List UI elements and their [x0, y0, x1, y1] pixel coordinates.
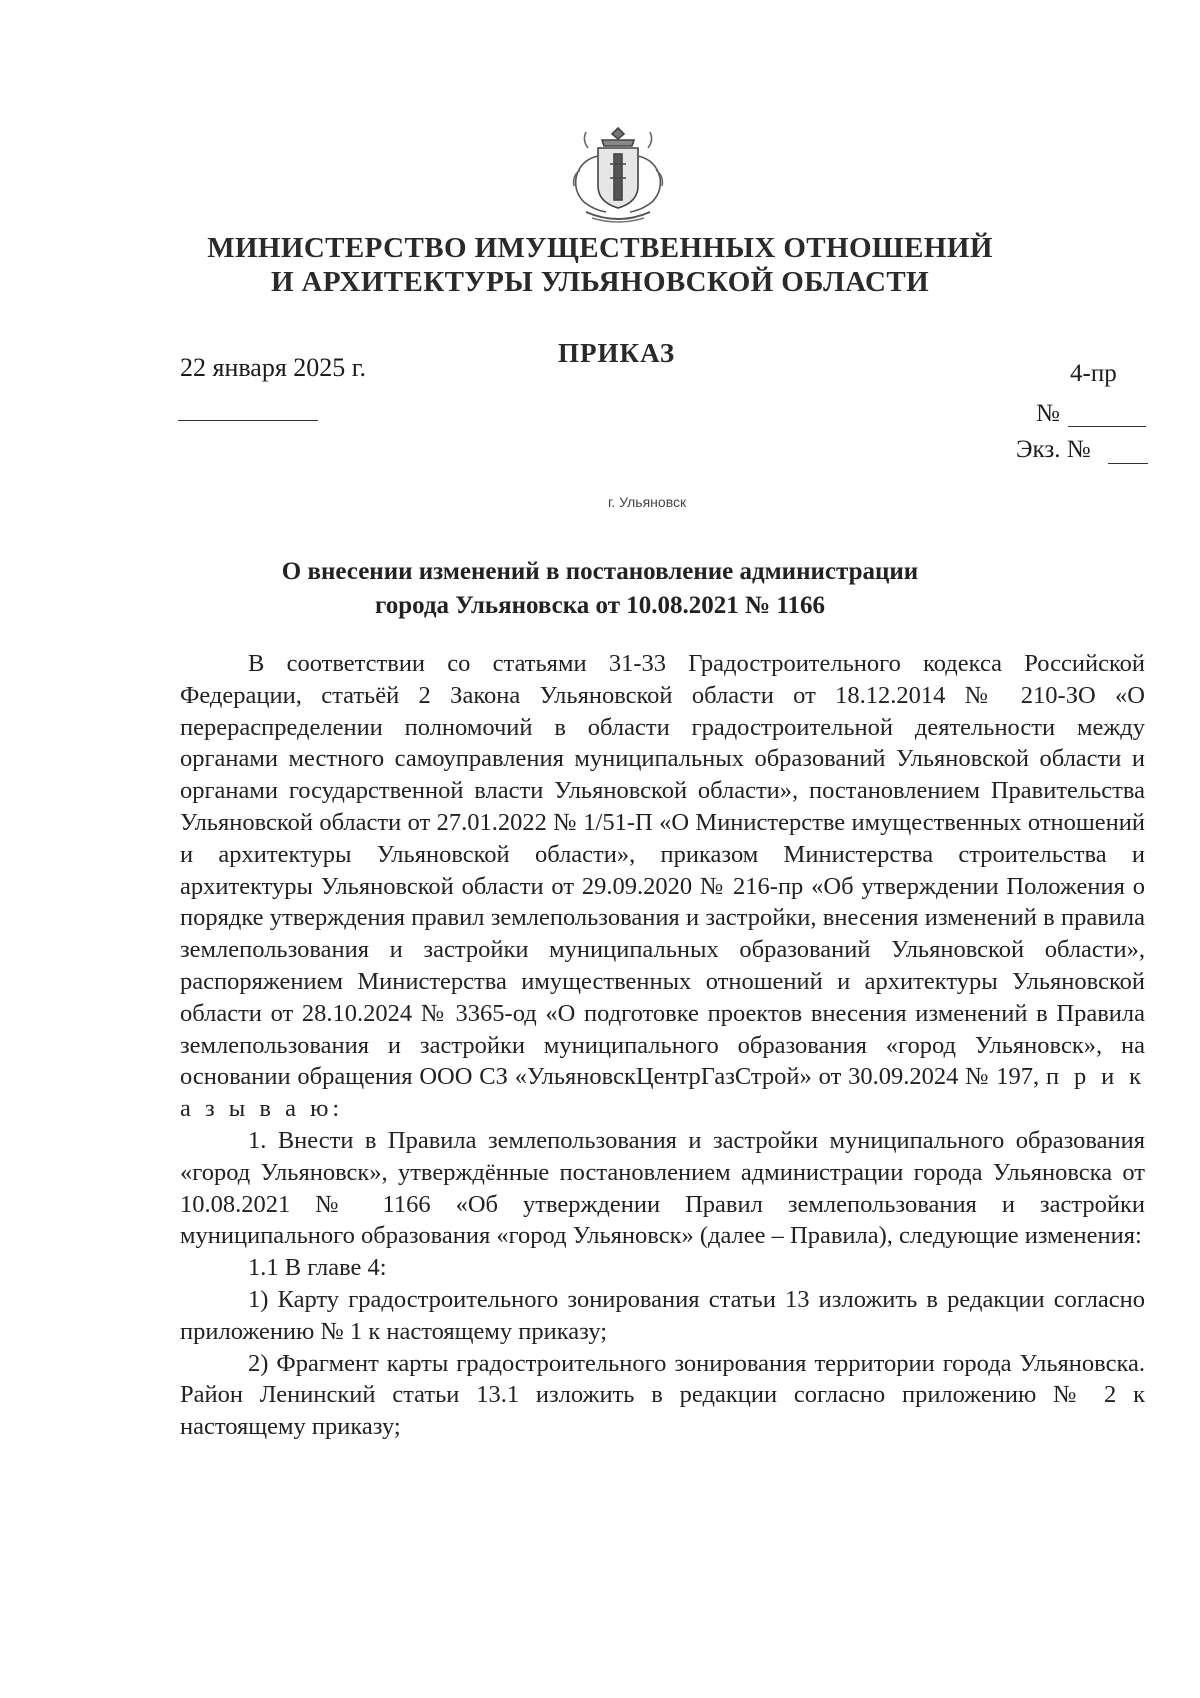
item-1: 1. Внести в Правила землепользования и застройки муниципального образования «город Ульяновск», утверждённые постановлением администрации города Ульяновска от 10.08.2021 № 1166 «Об утверждении Правил землепользования и застройки муниципального образования «город Ульяновск» (далее – Правила), следующие изменения:	[180, 1126, 1145, 1250]
ministry-name-line2: И АРХИТЕКТУРЫ УЛЬЯНОВСКОЙ ОБЛАСТИ	[270, 266, 930, 298]
preamble-text: В соответствии со статьями 31-33 Градостроительного кодекса Российской Федерации, статьёй 2 Закона Ульяновской области от 18.12.2014 № 210-ЗО «О перераспределении полномочий в области градостроительной деятельности между органами местного самоуправления муниципальных образований Ульяновской области и органами государственной власти Ульяновской области», постановлением Правительства Ульяновской области от 27.01.2022 № 1/51-П «О Министерстве имущественных отношений и архитектуры Ульяновской области», приказом Министерства строительства и архитектуры Ульяновской области от 29.09.2020 № 216-пр «Об утверждении Положения о порядке утверждения правил землепользования и застройки, внесения изменений в правила землепользования и застройки муниципальных образований Ульяновской области», распоряжением Министерства имущественных отношений и архитектуры Ульяновской области от 28.10.2024 № 3365-од «О подготовке проектов внесения изменений в Правила землепользования и застройки муниципального образования «город Ульяновск», на основании обращения ООО СЗ «УльяновскЦентрГазСтрой» от 30.09.2024 № 197,	[180, 650, 1145, 1091]
ministry-name-line1: МИНИСТЕРСТВО ИМУЩЕСТВЕННЫХ ОТНОШЕНИЙ	[207, 232, 993, 264]
copy-number-underline	[1108, 463, 1148, 464]
document-body	[180, 648, 1145, 1443]
coat-of-arms-emblem	[558, 120, 678, 225]
date-underline	[178, 420, 318, 421]
subject-line1: О внесении изменений в постановление администрации	[281, 558, 919, 585]
item-1-1-2: 2) Фрагмент карты градостроительного зонирования территории города Ульяновска. Район Ленинский статьи 13.1 изложить в редакции согласно приложению № 2 к настоящему приказу;	[180, 1349, 1145, 1441]
preamble-paragraph	[180, 648, 1145, 1125]
order-number: 4-пр	[1070, 360, 1117, 387]
order-date: 22 января 2025 г.	[180, 353, 367, 382]
order-verb: п р и к а з ы в а ю:	[180, 1063, 1145, 1123]
subject-line2: города Ульяновска от 10.08.2021 № 1166	[374, 592, 825, 619]
city-name: г. Ульяновск	[608, 494, 687, 510]
number-label: №	[1036, 400, 1060, 427]
document-type-title: ПРИКАЗ	[558, 338, 676, 368]
item-1-1-1: 1) Карту градостроительного зонирования статьи 13 изложить в редакции согласно приложению № 1 к настоящему приказу;	[180, 1285, 1145, 1345]
item-1-1: 1.1 В главе 4:	[248, 1254, 387, 1282]
copy-number-label: Экз. №	[1016, 436, 1091, 463]
number-underline	[1068, 426, 1146, 427]
